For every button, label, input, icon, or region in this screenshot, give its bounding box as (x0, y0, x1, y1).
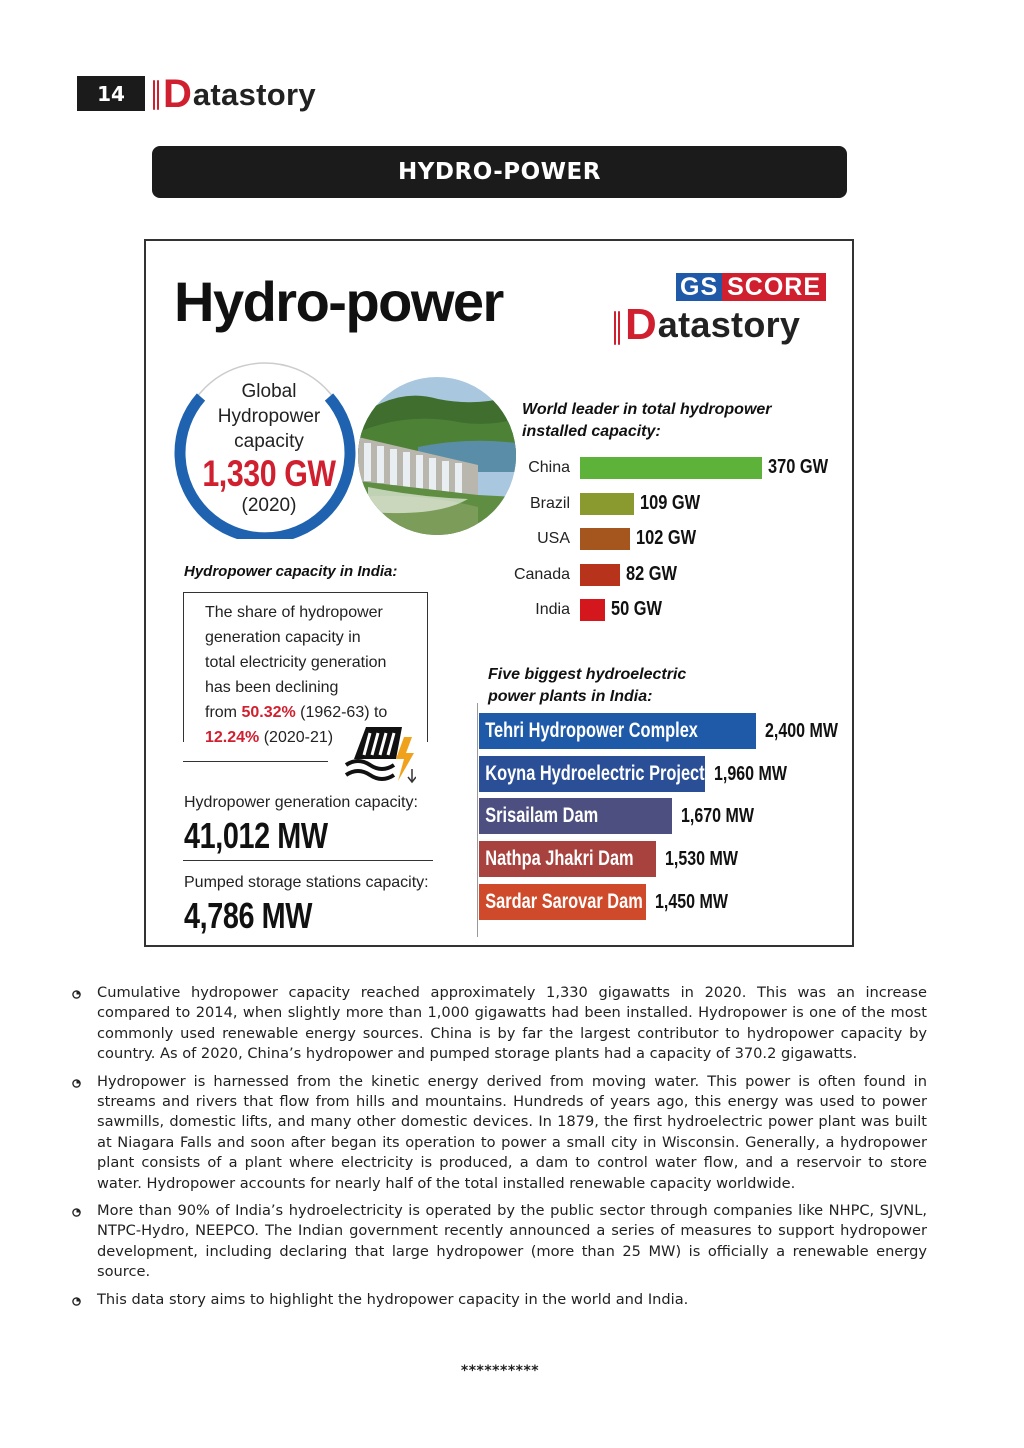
bullet-icon (72, 1297, 81, 1306)
world-country-label: India (535, 601, 570, 618)
share-from: from (205, 704, 242, 721)
share-period-2: (2020-21) (259, 729, 334, 746)
infographic (144, 239, 854, 947)
world-country-bar (580, 457, 762, 479)
bullet-text: More than 90% of India’s hydroelectricity is operated by the public sector through companies like NHPC, SJVNL, NTPC-Hydro, NEEPCO. The Indian government recently announced a series of measures to support hydropower development, including declaring that large hydropower (more than 25 MW) is officially a renewable energy source. (97, 1202, 927, 1281)
world-country-bar (580, 564, 620, 586)
plant-bar (479, 841, 656, 877)
plant-value: 1,450 MW (655, 890, 728, 913)
world-country-value: 82 GW (626, 562, 678, 585)
global-capacity-label-2: Hydropower (217, 406, 321, 427)
world-country-label: Canada (513, 565, 570, 583)
world-country-label: USA (537, 530, 570, 547)
bullet-icon (72, 990, 81, 999)
logo-stripes-icon (153, 80, 163, 110)
gs-logo-text: atastory (657, 304, 801, 345)
pumped-storage-value: 4,786 MW (184, 895, 313, 936)
bullet-item (72, 1290, 927, 1310)
world-country-value: 370 GW (768, 456, 829, 478)
hydro-turbine-icon (344, 721, 416, 785)
share-text-line-4: has been declining (205, 679, 339, 696)
plant-name: Koyna Hydroelectric Project (485, 761, 705, 785)
share-pct-2: 12.24% (205, 729, 260, 746)
page-number: 14 (77, 76, 145, 111)
share-text-line-3: total electricity generation (205, 654, 387, 671)
global-capacity-value: 1,330 GW (202, 453, 336, 494)
plant-name: Sardar Sarovar Dam (485, 889, 643, 913)
share-pct-1: 50.32% (241, 704, 296, 721)
plants-axis (477, 703, 478, 937)
bullet-text: This data story aims to highlight the hydropower capacity in the world and India. (97, 1290, 689, 1308)
india-capacity-heading: Hydropower capacity in India: (184, 563, 398, 580)
logo-stripes-icon (614, 311, 624, 345)
plant-value: 1,960 MW (714, 762, 787, 785)
bullet-item (72, 1072, 927, 1194)
world-leader-heading-line-2: installed capacity: (522, 423, 661, 440)
world-leader-heading (522, 399, 832, 443)
plant-bar (479, 798, 672, 834)
generation-capacity-value: 41,012 MW (184, 815, 328, 856)
share-text-line-1: The share of hydropower (205, 604, 383, 621)
global-capacity-year: (2020) (241, 495, 297, 516)
bullet-item (72, 983, 927, 1065)
plants-heading-line-2: power plants in India: (488, 688, 653, 705)
bullet-text: Hydropower is harnessed from the kinetic energy derived from moving water. This power is often found in streams and rivers that flow from hills and mountains. Hundreds of years ago, this energy was used to power sawmills, domestic lifts, and many other domestic devices. In 1879, the first hydroelectric power plant was built at Niagara Falls and soon after began its operation to power a small city in Wisconsin. Generally, a hydropower plant consists of a plant where electricity is produced, a dam to control water flow, and a reservoir to store water. Hydropower accounts for nearly half of the total installed renewable capacity worldwide. (97, 1072, 927, 1192)
gs-logo-initial (618, 300, 657, 349)
bullet-text: Cumulative hydropower capacity reached approximately 1,330 gigawatts in 2020. This was an increase compared to 2014, when slightly more than 1,000 gigawatts had been installed. Hydropower is one of the most commonly used renewable energy sources. China is by far the largest contributor to hydropower capacity by country. As of 2020, China’s hydropower and pumped storage plants had a capacity of 370.2 gigawatts. (97, 984, 927, 1063)
infographic-title: Hydro-power (174, 270, 503, 333)
section-title-bar: HYDRO-POWER (152, 146, 847, 198)
plant-name: Nathpa Jhakri Dam (485, 847, 634, 871)
world-country-label: Brazil (529, 494, 570, 512)
global-capacity-label-3: capacity (234, 431, 304, 452)
footer-separator: ********** (460, 1363, 540, 1379)
plants-heading (488, 664, 718, 708)
brand-logo-initial (157, 72, 192, 116)
share-period-1: (1962-63) to (295, 704, 388, 721)
bullet-list (72, 983, 927, 1317)
world-country-bar (580, 599, 605, 621)
gs-score-logo (618, 273, 826, 347)
bullet-icon (72, 1079, 81, 1088)
global-capacity-label-1: Global (241, 381, 297, 402)
pumped-storage-label: Pumped storage stations capacity: (184, 874, 429, 891)
brand-logo (157, 72, 316, 116)
plants-heading-line-1: Five biggest hydroelectric (488, 666, 687, 683)
plant-bar (479, 713, 756, 749)
world-country-label: China (528, 459, 570, 476)
plant-bar (479, 884, 646, 920)
brand-initial-text: D (163, 72, 192, 116)
plant-value: 1,530 MW (665, 848, 738, 871)
world-country-value: 102 GW (636, 527, 697, 549)
plant-name: Srisailam Dam (485, 804, 599, 828)
bullet-icon (72, 1208, 81, 1217)
plant-value: 1,670 MW (681, 805, 754, 828)
world-leader-heading-line-1: World leader in total hydropower (522, 401, 772, 418)
world-country-bar (580, 493, 634, 515)
share-text-line-2: generation capacity in (205, 629, 361, 646)
generation-capacity-label: Hydropower generation capacity: (184, 794, 418, 811)
world-country-value: 50 GW (611, 598, 663, 620)
global-capacity (174, 379, 364, 518)
plant-value: 2,400 MW (765, 720, 838, 742)
world-country-bar (580, 528, 630, 550)
gs-logo-score: SCORE (722, 273, 826, 301)
gs-logo-initial-text: D (625, 300, 657, 349)
capacity-divider (183, 860, 433, 861)
share-box-bottom-line (183, 761, 328, 762)
plant-name: Tehri Hydropower Complex (485, 719, 698, 742)
gs-logo-gs: GS (676, 273, 722, 301)
plant-bar (479, 756, 705, 792)
brand-logo-text: atastory (192, 76, 316, 112)
world-country-value: 109 GW (640, 491, 701, 514)
bullet-item (72, 1201, 927, 1283)
